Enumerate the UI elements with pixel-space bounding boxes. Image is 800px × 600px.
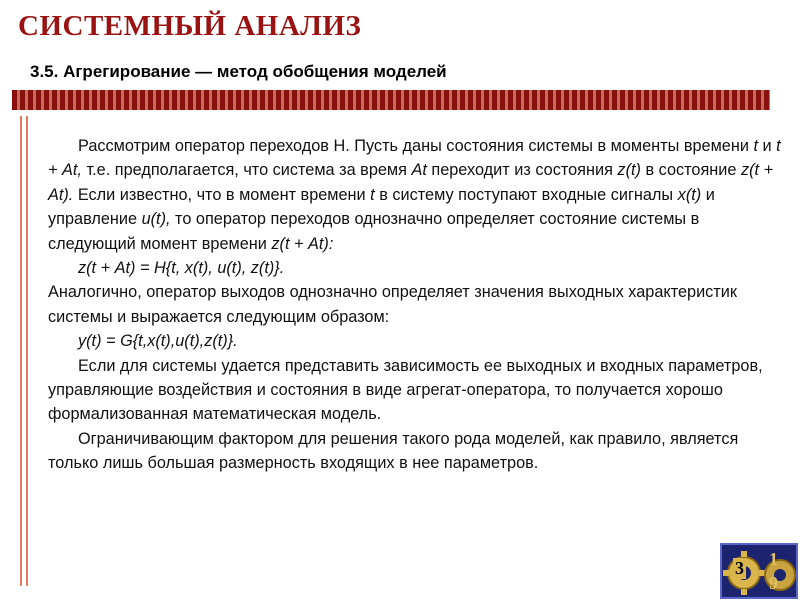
paragraph-3: Если для системы удается представить зависимость ее выходных и входных параметров, управляющие воздействия и состояния в виде агрегат-оператора, то получается хорошо формализованная математическая модель. — [48, 356, 763, 424]
page-number-bottom: 9 — [769, 573, 778, 593]
slide-body — [48, 134, 788, 476]
formula-2: y(t) = G{t,x(t),u(t),z(t)}. — [78, 332, 238, 351]
section-subtitle: 3.5. Агрегирование — метод обобщения моделей — [30, 62, 447, 81]
page-title: СИСТЕМНЫЙ АНАЛИЗ — [18, 10, 362, 42]
paragraph-1: Рассмотрим оператор переходов H. Пусть даны состояния системы в моменты времени t и t + Аt, т.е. предполагается, что система за время Аt переходит из состояния z(t) в состояние z(t + Аt). Если известно, что в момент времени t в систему поступают входные сигналы х(t) и управление u(t), то оператор переходов однозначно определяет состояние системы в следующий момент времени z(t + Аt): — [48, 137, 781, 253]
decorative-stripe — [12, 90, 770, 110]
paragraph-4: Ограничивающим фактором для решения такого рода моделей, как правило, является только лишь большая размерность входящих в нее параметров. — [48, 429, 739, 473]
page-number-prefix: 3 — [735, 558, 744, 578]
paragraph-2: Аналогично, оператор выходов однозначно определяет значения выходных характеристик системы и выражается следующим образом: — [48, 283, 737, 326]
formula-1: z(t + Аt) = H{t, x(t), u(t), z(t)}. — [78, 259, 285, 278]
page-number-top: 1 — [769, 549, 778, 569]
footer-logo — [720, 543, 798, 599]
decorative-sidebar — [16, 116, 34, 586]
